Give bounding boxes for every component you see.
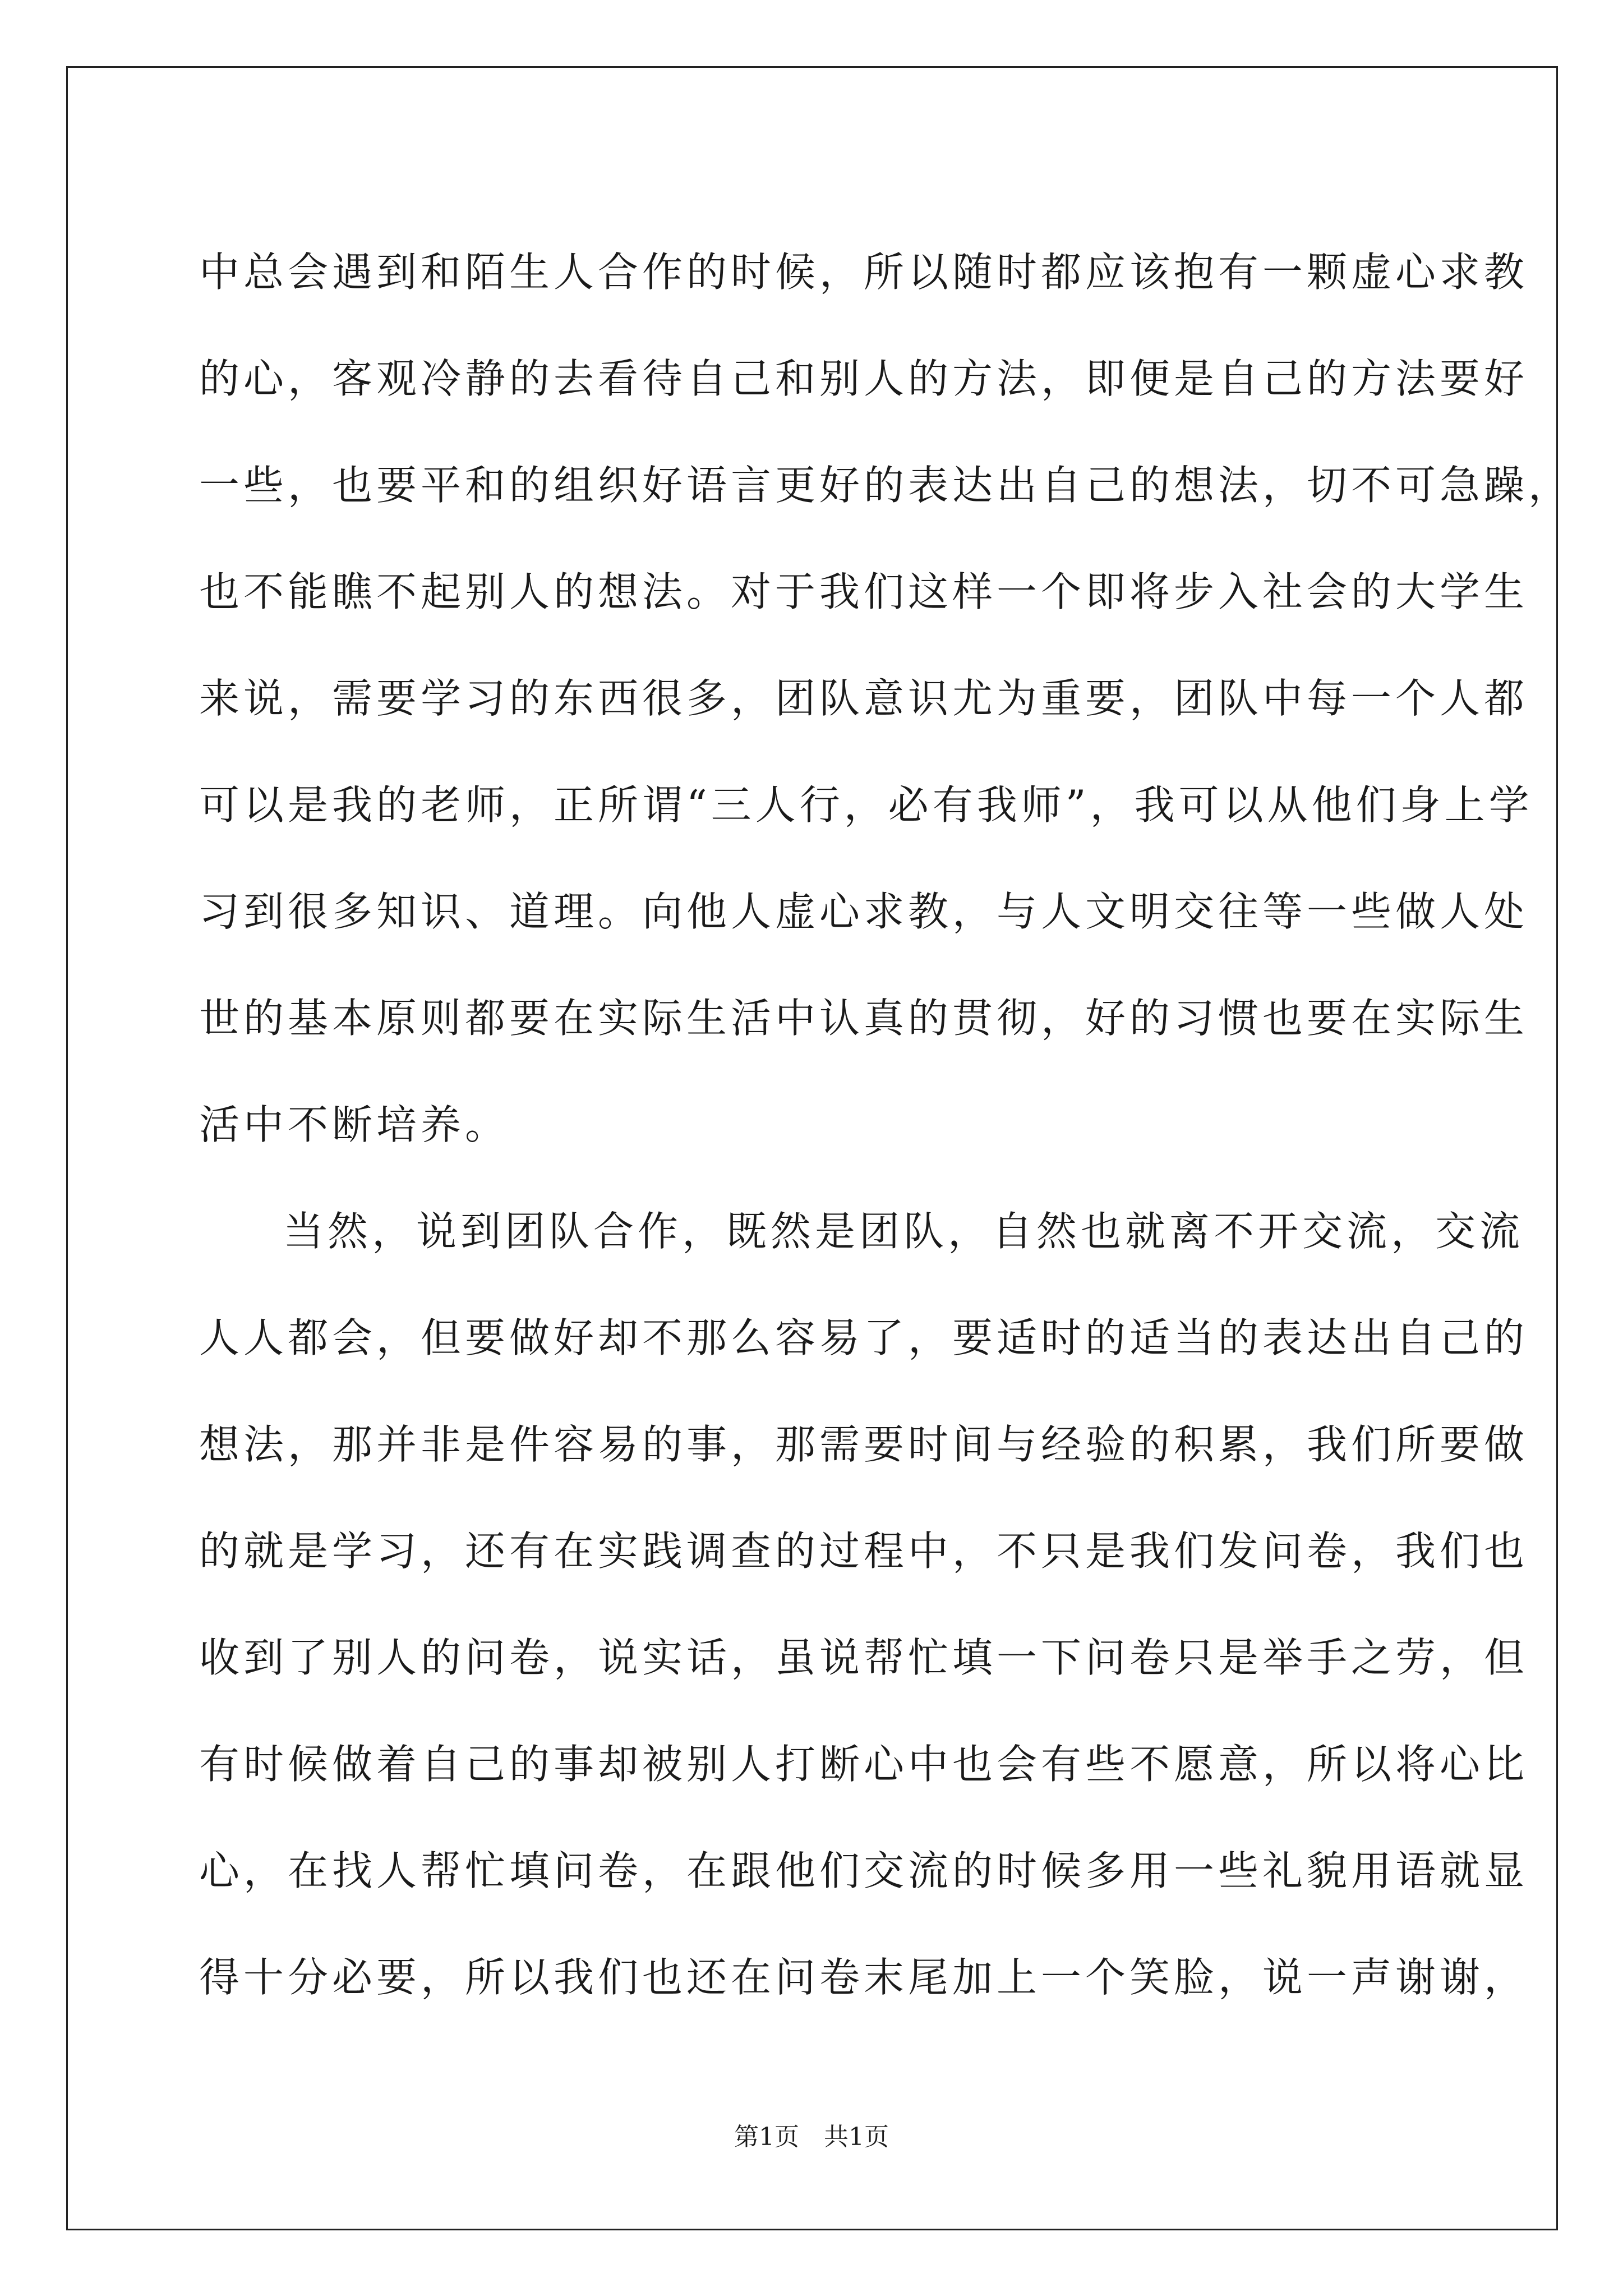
paragraph-2-line-2: 人人都会，但要做好却不那么容易了，要适时的适当的表达出自己的 bbox=[199, 1314, 1529, 1361]
paragraph-1-line-7: 习到很多知识、道理。向他人虚心求教，与人文明交往等一些做人处 bbox=[199, 888, 1529, 935]
paragraph-1-line-1: 中总会遇到和陌生人合作的时候，所以随时都应该抱有一颗虚心求教 bbox=[199, 249, 1529, 296]
paragraph-1-line-4: 也不能瞧不起别人的想法。对于我们这样一个即将步入社会的大学生 bbox=[199, 568, 1529, 615]
paragraph-2-line-5: 收到了别人的问卷，说实话，虽说帮忙填一下问卷只是举手之劳，但 bbox=[199, 1634, 1529, 1681]
paragraph-2-line-7: 心，在找人帮忙填问卷，在跟他们交流的时候多用一些礼貌用语就显 bbox=[199, 1847, 1529, 1894]
paragraph-2-line-4: 的就是学习，还有在实践调查的过程中，不只是我们发问卷，我们也 bbox=[199, 1527, 1529, 1575]
paragraph-2-line-8: 得十分必要，所以我们也还在问卷末尾加上一个笑脸，说一声谢谢， bbox=[199, 1954, 1529, 2001]
paragraph-1-line-9: 活中不断培养。 bbox=[199, 1101, 510, 1148]
paragraph-1-line-2: 的心，客观冷静的去看待自己和别人的方法，即便是自己的方法要好 bbox=[199, 355, 1529, 402]
paragraph-2-line-6: 有时候做着自己的事却被别人打断心中也会有些不愿意，所以将心比 bbox=[199, 1741, 1529, 1788]
paragraph-2-line-1: 当然，说到团队合作，既然是团队，自然也就离不开交流，交流 bbox=[283, 1208, 1524, 1255]
paragraph-1-line-6: 可以是我的老师，正所谓“三人行，必有我师”，我可以从他们身上学 bbox=[199, 781, 1533, 829]
paragraph-2-line-3: 想法，那并非是件容易的事，那需要时间与经验的积累，我们所要做 bbox=[199, 1421, 1529, 1468]
paragraph-1-line-8: 世的基本原则都要在实际生活中认真的贯彻，好的习惯也要在实际生 bbox=[199, 995, 1529, 1042]
document-body bbox=[199, 219, 1573, 2031]
paragraph-1-line-3: 一些，也要平和的组织好语言更好的表达出自己的想法，切不可急躁， bbox=[199, 462, 1573, 509]
page-footer: 第1页 共1页 bbox=[734, 2123, 889, 2151]
paragraph-1-line-5: 来说，需要学习的东西很多，团队意识尤为重要，团队中每一个人都 bbox=[199, 675, 1529, 722]
